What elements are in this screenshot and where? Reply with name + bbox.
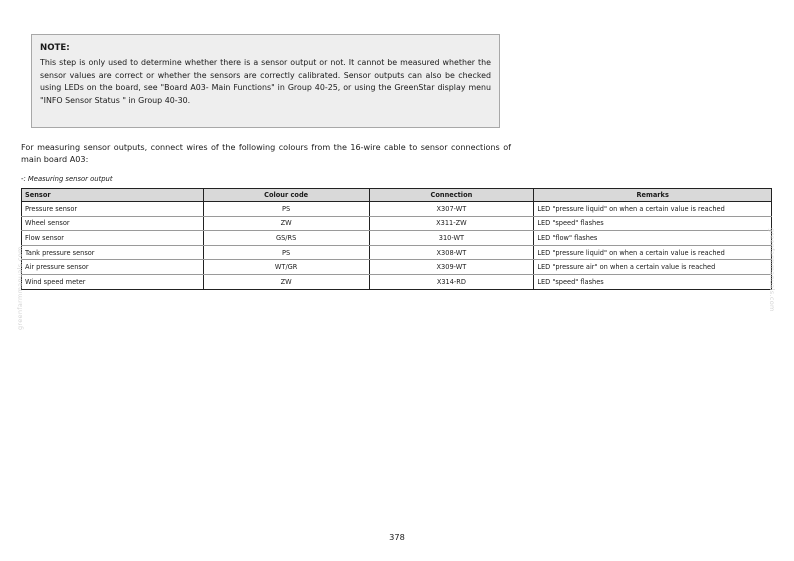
- note-body: This step is only used to determine whether there is a sensor output or not. It cannot be measured whether the sensor values are correct or whether the sensors are correctly calibrated. Sensor outputs can also be checked using LEDs on the board, see "Board A03- Main Functions" in Group 40-25, or using the GreenStar display menu "INFO Sensor Status " in Group 40-30.: [40, 58, 491, 105]
- cell-sensor: Pressure sensor: [22, 202, 204, 217]
- cell-colour-code: WT/GR: [203, 260, 369, 275]
- cell-connection: X307-WT: [369, 202, 534, 217]
- cell-sensor: Wheel sensor: [22, 216, 204, 231]
- table-row: [22, 274, 772, 289]
- watermark-right: greenfarmmanuals.com: [768, 228, 776, 312]
- cell-remarks: LED "flow" flashes: [534, 231, 772, 246]
- table-row: [22, 202, 772, 217]
- page-number: 378: [389, 532, 405, 542]
- table-row: [22, 245, 772, 260]
- cell-remarks: LED "pressure air" on when a certain value is reached: [534, 260, 772, 275]
- cell-colour-code: PS: [203, 202, 369, 217]
- cell-remarks: LED "speed" flashes: [534, 274, 772, 289]
- cell-colour-code: GS/RS: [203, 231, 369, 246]
- header-remarks: Remarks: [534, 189, 772, 202]
- cell-connection: X309-WT: [369, 260, 534, 275]
- cell-connection: 310-WT: [369, 231, 534, 246]
- table-caption: -: Measuring sensor output: [21, 175, 113, 183]
- cell-remarks: LED "speed" flashes: [534, 216, 772, 231]
- header-connection: Connection: [369, 189, 534, 202]
- cell-connection: X308-WT: [369, 245, 534, 260]
- cell-colour-code: PS: [203, 245, 369, 260]
- header-colour-code: Colour code: [203, 189, 369, 202]
- table-row: [22, 216, 772, 231]
- note-title: NOTE:: [40, 43, 70, 53]
- cell-colour-code: ZW: [203, 216, 369, 231]
- cell-sensor: Tank pressure sensor: [22, 245, 204, 260]
- cell-remarks: LED "pressure liquid" on when a certain value is reached: [534, 202, 772, 217]
- cell-sensor: Air pressure sensor: [22, 260, 204, 275]
- table-row: [22, 260, 772, 275]
- note-box: [31, 34, 500, 128]
- cell-connection: X314-RD: [369, 274, 534, 289]
- cell-connection: X311-ZW: [369, 216, 534, 231]
- table-row: [22, 231, 772, 246]
- header-sensor: Sensor: [22, 189, 204, 202]
- sensor-output-table: [21, 188, 772, 290]
- watermark-left: greenfarmmanuals.com: [16, 246, 24, 330]
- table-header-row: [22, 189, 772, 202]
- cell-sensor: Wind speed meter: [22, 274, 204, 289]
- cell-remarks: LED "pressure liquid" on when a certain value is reached: [534, 245, 772, 260]
- cell-colour-code: ZW: [203, 274, 369, 289]
- intro-paragraph: For measuring sensor outputs, connect wires of the following colours from the 16-wire cable to sensor connections of main board A03:: [21, 142, 511, 165]
- cell-sensor: Flow sensor: [22, 231, 204, 246]
